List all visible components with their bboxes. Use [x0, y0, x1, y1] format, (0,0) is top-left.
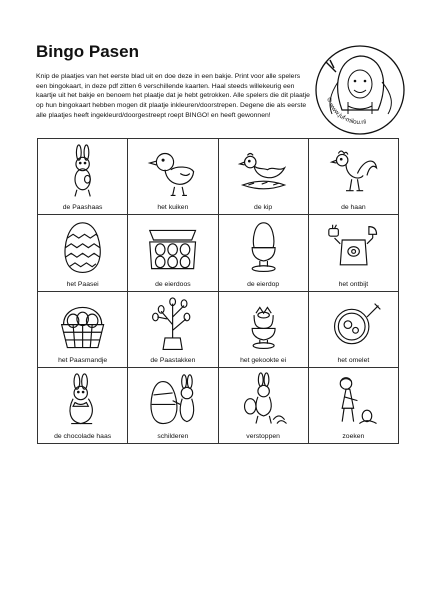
chocolate-bunny-icon: [48, 372, 117, 429]
card-schilderen[interactable]: [128, 368, 218, 444]
bunny-icon: [48, 143, 117, 200]
card-paasmandje[interactable]: [38, 292, 128, 368]
card-label: de eierdop: [247, 280, 280, 288]
card-paasei[interactable]: [38, 215, 128, 291]
logo-text: © www.juf-milou.nl: [325, 96, 367, 127]
card-label: het omelet: [337, 356, 370, 364]
logo: [312, 42, 408, 138]
bingo-card-grid: [37, 138, 399, 444]
instructions-text: Knip de plaatjes van het eerste blad uit en doe deze in een bakje. Print voor alle spelers een bingokaart, in deze pdf zitten 6 verschillende kaarten. Haal steeds willekeurig een kaartje uit het bakje en benoem het plaatje dat je hebt getrokken. Alle spelers die dit plaatje op hun bingokaart hebben mogen dit plaatje inkleuren/doorstrepen. Degene die als eerste alle plaatjes heeft ingekleurd/doorgestreept roept BINGO! en heeft gewonnen!: [36, 73, 310, 119]
card-eierdoos[interactable]: [128, 215, 218, 291]
card-label: het ontbijt: [338, 280, 369, 288]
egg-cup-icon: [229, 219, 298, 276]
omelet-icon: [319, 296, 388, 353]
searching-icon: [319, 372, 388, 429]
hen-icon: [229, 143, 298, 200]
basket-icon: [48, 296, 117, 353]
chick-icon: [138, 143, 207, 200]
svg-text:© www.juf-milou.nl: [325, 97, 367, 126]
card-label: schilderen: [157, 433, 189, 440]
card-chocolade-haas[interactable]: [38, 368, 128, 444]
card-label: de eierdoos: [155, 280, 191, 288]
page-title: Bingo Pasen: [36, 42, 139, 61]
card-paashaas[interactable]: [38, 139, 128, 215]
card-label: de haan: [341, 204, 366, 212]
card-omelet[interactable]: [309, 292, 399, 368]
card-paastakken[interactable]: [128, 292, 218, 368]
card-label: de kip: [254, 204, 273, 212]
card-label: de Paastakken: [150, 356, 196, 364]
easter-egg-icon: [48, 219, 117, 276]
card-ontbijt[interactable]: [309, 215, 399, 291]
card-label: het Paasmandje: [58, 356, 108, 364]
card-label: zoeken: [342, 433, 365, 440]
card-verstoppen[interactable]: [219, 368, 309, 444]
hiding-icon: [229, 372, 298, 429]
card-gekookte-ei[interactable]: [219, 292, 309, 368]
egg-carton-icon: [138, 219, 207, 276]
card-kuiken[interactable]: [128, 139, 218, 215]
card-label: de Paashaas: [62, 204, 103, 212]
logo-portrait-icon: [312, 42, 408, 138]
card-label: het kuiken: [157, 204, 189, 212]
breakfast-icon: [319, 219, 388, 276]
painting-icon: [138, 372, 207, 429]
rooster-icon: [319, 143, 388, 200]
card-eierdop[interactable]: [219, 215, 309, 291]
card-label: verstoppen: [246, 433, 280, 440]
card-haan[interactable]: [309, 139, 399, 215]
card-zoeken[interactable]: [309, 368, 399, 444]
card-label: de chocolade haas: [54, 433, 112, 440]
branches-icon: [138, 296, 207, 353]
boiled-egg-icon: [229, 296, 298, 353]
card-label: het Paasei: [66, 280, 99, 288]
card-kip[interactable]: [219, 139, 309, 215]
card-label: het gekookte ei: [240, 356, 287, 364]
